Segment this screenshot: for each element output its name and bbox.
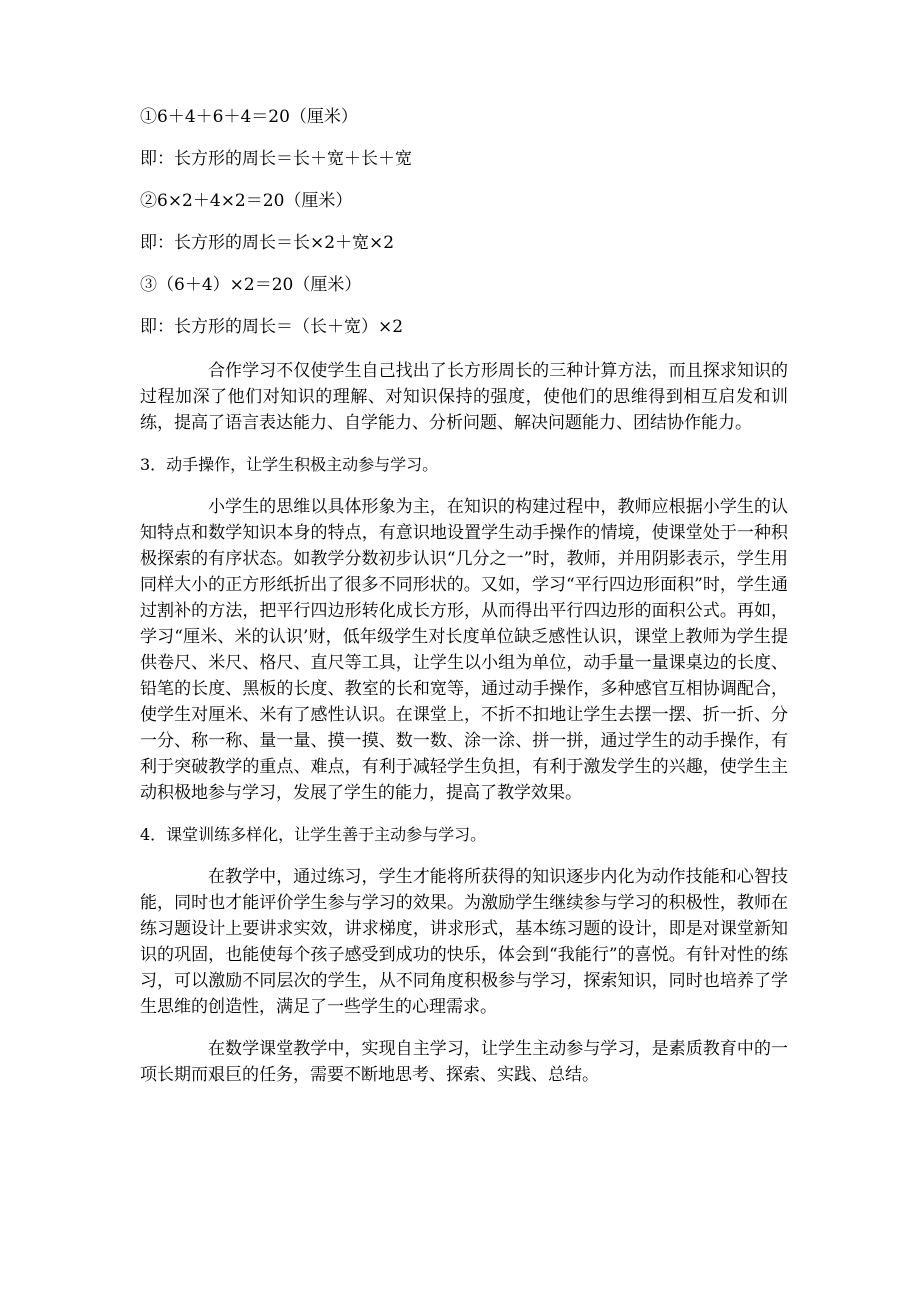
section-heading-3: 3．动手操作，让学生积极主动参与学习。 — [140, 455, 439, 474]
paragraph-conclusion: 在数学课堂教学中，实现自主学习，让学生主动参与学习，是素质教育中的一项长期而艰巨的任务，需要不断地思考、探索、实践、总结。 — [140, 1039, 788, 1085]
formula-3-explanation: 即：长方形的周长＝（长＋宽）×2 — [140, 317, 404, 337]
section-heading-4: 4．课堂训练多样化，让学生善于主动参与学习。 — [140, 825, 487, 844]
paragraph-hands-on: 小学生的思维以具体形象为主，在知识的构建过程中，教师应根据小学生的认知特点和数学知识本身的特点，有意识地设置学生动手操作的情境，使课堂处于一种积极探索的有序状态。如教学分数初步认识“几分之一”时，教师，并用阴影表示，学生用同样大小的正方形纸折出了很多不同形状的。又如，学习“平行四边形面积”时，学生通过割补的方法，把平行四边形转化成长方形，从而得出平行四边形的面积公式。再如，学习“厘米、米的认识’财，低年级学生对长度单位缺乏感性认识，课堂上教师为学生提供卷尺、米尺、格尺、直尺等工具，让学生以小组为单位，动手量一量课桌边的长度、铅笔的长度、黑板的长度、教室的长和宽等，通过动手操作，多种感官互相协调配合，使学生对厘米、米有了感性认识。在课堂上，不折不扣地让学生去摆一摆、折一折、分一分、称一称、量一量、摸一摸、数一数、涂一涂、拼一拼，通过学生的动手操作，有利于突破教学的重点、难点，有利于减轻学生负担，有利于激发学生的兴趣，使学生主动积极地参与学习，发展了学生的能力，提高了教学效果。 — [140, 497, 788, 803]
paragraph-cooperative-learning: 合作学习不仅使学生自己找出了长方形周长的三种计算方法，而且探求知识的过程加深了他们对知识的理解、对知识保持的强度，使他们的思维得到相互启发和训练，提高了语言表达能力、自学能力、分析问题、解决问题能力、团结协作能力。 — [140, 361, 788, 433]
formula-3: ③（6＋4）×2＝20（厘米） — [140, 275, 362, 295]
formula-2: ②6×2＋4×2＝20（厘米） — [140, 191, 353, 211]
formula-2-explanation: 即：长方形的周长＝长×2＋宽×2 — [140, 233, 395, 253]
formula-1-explanation: 即：长方形的周长＝长＋宽＋长＋宽 — [140, 149, 412, 169]
paragraph-practice: 在教学中，通过练习，学生才能将所获得的知识逐步内化为动作技能和心智技能，同时也才能评价学生参与学习的效果。为激励学生继续参与学习的积极性，教师在练习题设计上要讲求实效，讲求梯度，讲求形式，基本练习题的设计，即是对课堂新知识的巩固，也能使每个孩子感受到成功的快乐，体会到“我能行”的喜悦。有针对性的练习，可以激励不同层次的学生，从不同角度积极参与学习，探索知识，同时也培养了学生思维的创造性，满足了一些学生的心理需求。 — [140, 867, 788, 1017]
formula-1: ①6＋4＋6＋4＝20（厘米） — [140, 107, 358, 127]
document-body — [140, 104, 788, 1104]
